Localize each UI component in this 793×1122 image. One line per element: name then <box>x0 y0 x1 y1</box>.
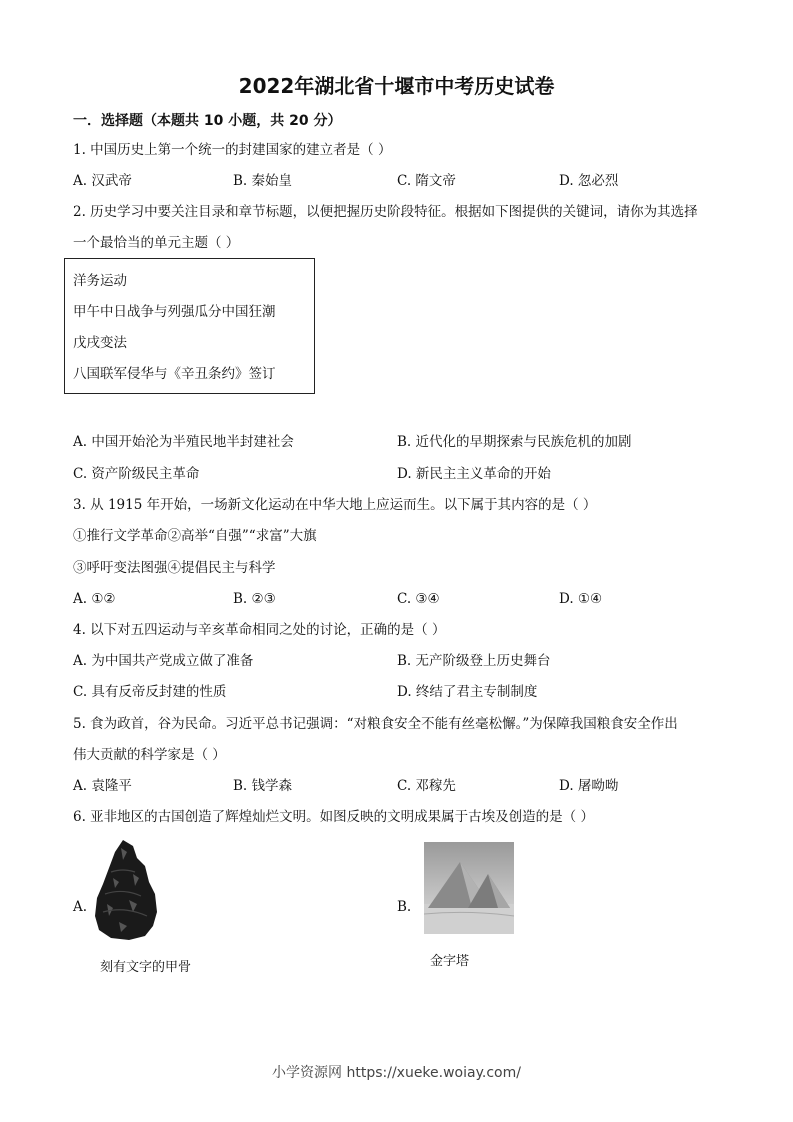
q4-option-a: A. 为中国共产党成立做了准备 <box>73 653 254 669</box>
pyramid-image <box>424 842 514 934</box>
q3-option-c: C. ③④ <box>397 591 440 607</box>
q1-option-c: C. 隋文帝 <box>397 173 456 189</box>
q1-option-a: A. 汉武帝 <box>73 173 132 189</box>
q1-stem: 1. 中国历史上第一个统一的封建国家的建立者是（ ） <box>73 142 392 158</box>
q3-item-line1: ①推行文学革命②高举“自强”“求富”大旗 <box>73 528 317 544</box>
page-title: 2022年湖北省十堰市中考历史试卷 <box>238 74 555 98</box>
q5-option-c: C. 邓稼先 <box>397 778 456 794</box>
q5-stem-line2: 伟大贡献的科学家是（ ） <box>73 747 226 763</box>
oracle-bone-image <box>93 838 159 942</box>
q2-option-d: D. 新民主主义革命的开始 <box>397 466 551 482</box>
q3-item-line2: ③呼吁变法图强④提倡民主与科学 <box>73 560 276 576</box>
q2-option-b: B. 近代化的早期探索与民族危机的加剧 <box>397 434 632 450</box>
q5-option-a: A. 袁隆平 <box>73 778 132 794</box>
q2-stem-line2: 一个最恰当的单元主题（ ） <box>73 235 240 251</box>
q4-stem: 4. 以下对五四运动与辛亥革命相同之处的讨论，正确的是（ ） <box>73 622 446 638</box>
q3-stem: 3. 从 1915 年开始，一场新文化运动在中华大地上应运而生。以下属于其内容的是（ ） <box>73 497 597 513</box>
q6-option-a-label: A. <box>73 899 88 915</box>
q1-option-d: D. 忽必烈 <box>559 173 619 189</box>
q3-option-b: B. ②③ <box>233 591 276 607</box>
q4-option-b: B. 无产阶级登上历史舞台 <box>397 653 551 669</box>
q6-option-b-caption: 金字塔 <box>430 954 470 969</box>
q2-stem-line1: 2. 历史学习中要关注目录和章节标题，以便把握历史阶段特征。根据如下图提供的关键词，请你为其选择 <box>73 204 698 220</box>
q1-option-b: B. 秦始皇 <box>233 173 293 189</box>
q5-option-d: D. 屠呦呦 <box>559 778 619 794</box>
q6-option-a-caption: 刻有文字的甲骨 <box>100 960 192 975</box>
keyword-1: 洋务运动 <box>73 273 127 289</box>
q5-option-b: B. 钱学森 <box>233 778 293 794</box>
q3-option-d: D. ①④ <box>559 591 603 607</box>
q4-option-c: C. 具有反帝反封建的性质 <box>73 684 227 700</box>
q5-stem-line1: 5. 食为政首，谷为民命。习近平总书记强调：“对粮食安全不能有丝毫松懈。”为保障我国粮食安全作出 <box>73 716 678 732</box>
q4-option-d: D. 终结了君主专制制度 <box>397 684 538 700</box>
q3-option-a: A. ①② <box>73 591 116 607</box>
footer-watermark: 小学资源网 https://xueke.woiay.com/ <box>272 1065 521 1081</box>
q6-stem: 6. 亚非地区的古国创造了辉煌灿烂文明。如图反映的文明成果属于古埃及创造的是（ ） <box>73 809 594 825</box>
keyword-3: 戊戌变法 <box>73 335 127 351</box>
q6-option-b-label: B. <box>397 899 412 915</box>
q2-option-a: A. 中国开始沦为半殖民地半封建社会 <box>73 434 294 450</box>
section-heading: 一．选择题（本题共 10 小题，共 20 分） <box>73 113 342 129</box>
keyword-4: 八国联军侵华与《辛丑条约》签订 <box>73 366 276 382</box>
keyword-2: 甲午中日战争与列强瓜分中国狂潮 <box>73 304 276 320</box>
q2-option-c: C. 资产阶级民主革命 <box>73 466 200 482</box>
